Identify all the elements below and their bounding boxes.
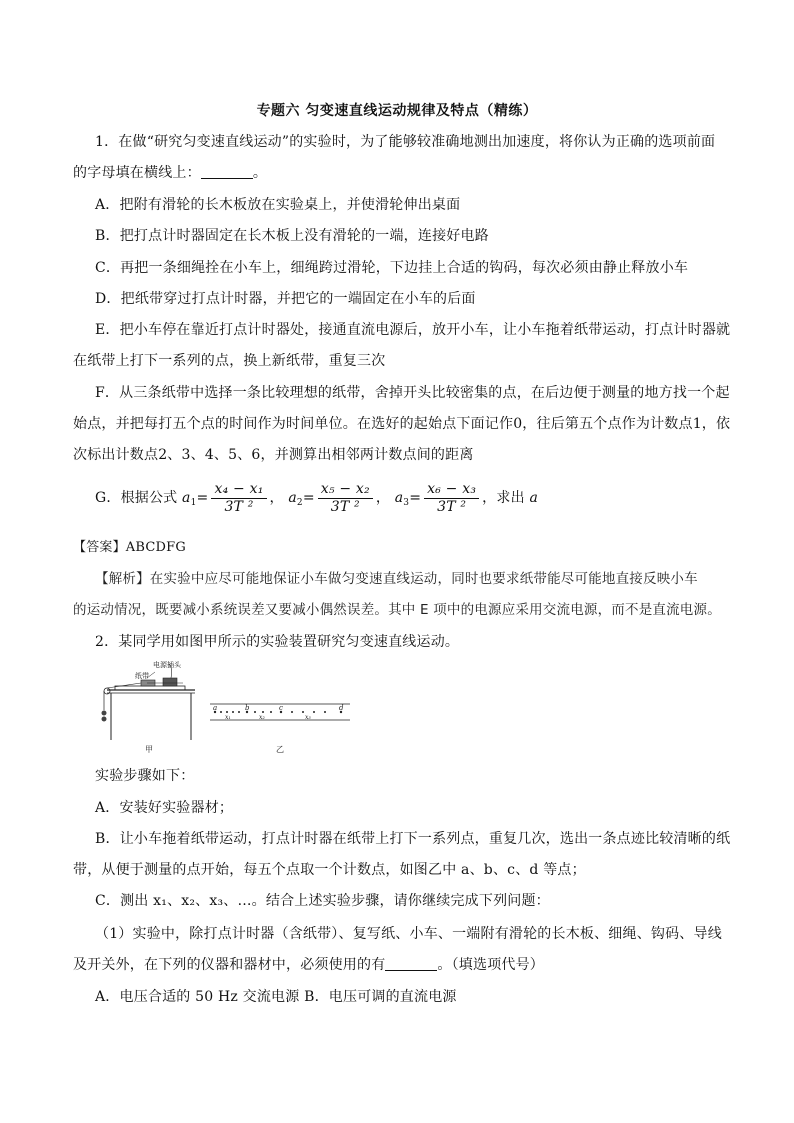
- q1-option-c: C．再把一条细绳拴在小车上，细绳跨过滑轮，下边挂上合适的钩码，每次必须由静止释放小车: [95, 260, 689, 276]
- fraction-denominator: 3T ²: [330, 498, 360, 515]
- fraction-a3: [424, 481, 479, 516]
- q1-option-e-line2: 在纸带上打下一系列的点，换上新纸带，重复三次: [73, 353, 386, 369]
- point-b: b: [245, 704, 250, 712]
- q1-stem-line1: 1．在做“研究匀变速直线运动”的实验时，为了能够较准确地测出加速度，将你认为正确的选项前面: [95, 134, 716, 150]
- label-tape: 纸带: [135, 672, 149, 680]
- q2-sub1-line2: [73, 955, 544, 975]
- segment-x2: x₂: [259, 714, 265, 721]
- q2-stem: 2．某同学用如图甲所示的实验装置研究匀变速直线运动。: [95, 634, 460, 650]
- fraction-denominator: 3T ²: [224, 498, 254, 515]
- sub-1: 1: [190, 498, 197, 508]
- q1-stem-text: 的字母填在横线上：: [73, 165, 201, 181]
- fraction-numerator: x₅ − x₂: [318, 481, 373, 499]
- fraction-a1: [211, 481, 266, 516]
- point-c: c: [279, 704, 283, 712]
- segment-x1: x₁: [225, 714, 231, 721]
- sub-2: 2: [296, 498, 303, 508]
- q2-sub1-end: 。（填选项代号）: [437, 957, 545, 973]
- apparatus-diagram: [102, 660, 196, 753]
- q2-options-ab: A．电压合适的 50 Hz 交流电源 B．电压可调的直流电源: [95, 989, 457, 1005]
- q2-step-a: A．安装好实验器材；: [95, 800, 234, 816]
- answer-blank: [201, 164, 253, 179]
- experiment-figure: [95, 658, 355, 753]
- q1-option-a: A．把附有滑轮的长木板放在实验桌上，并使滑轮伸出桌面: [95, 197, 461, 213]
- q1-option-f-line3: 次标出计数点2、3、4、5、6，并测算出相邻两计数点间的距离: [73, 447, 474, 463]
- q1-option-d: D．把纸带穿过打点计时器，并把它的一端固定在小车的后面: [95, 291, 476, 307]
- analysis-line1: 【解析】在实验中应尽可能地保证小车做匀变速直线运动，同时也要求纸带能尽可能地直接反映小车: [95, 571, 698, 587]
- var-a: a: [529, 490, 538, 506]
- label-power-plug: 电源插头: [153, 661, 181, 669]
- fraction-numerator: x₄ − x₁: [211, 481, 266, 499]
- var-a1: a: [182, 490, 191, 506]
- fraction-denominator: 3T ²: [437, 498, 467, 515]
- q1-stem-end: 。: [252, 165, 268, 181]
- answer-blank: [385, 956, 437, 971]
- q1-option-f-line2: 始点，并把每打五个点的时间作为时间单位。在选好的起始点下面记作0，往后第五个点作为计数点1，依: [73, 416, 731, 432]
- segment-x3: x₃: [305, 714, 311, 721]
- q2-sub1-line1: （1）实验中，除打点计时器（含纸带）、复写纸、小车、一端附有滑轮的长木板、细绳、钩码、导线: [95, 926, 722, 942]
- point-d: d: [339, 704, 344, 712]
- tape-diagram: [210, 704, 350, 753]
- q2-steps-title: 实验步骤如下：: [95, 768, 195, 784]
- answer-line: 【答案】ABCDFG: [73, 540, 186, 555]
- label-yi: 乙: [276, 745, 284, 753]
- q1-option-f-line1: F．从三条纸带中选择一条比较理想的纸带，舍掉开头比较密集的点，在后边便于测量的地方找一个起: [95, 385, 730, 401]
- var-a3: a: [394, 490, 404, 506]
- q2-sub1-text: 及开关外，在下列的仪器和器材中，必须使用的有: [73, 957, 386, 973]
- q2-step-c: C．测出 x₁、x₂、x₃、…。结合上述实验步骤，请你继续完成下列问题：: [95, 893, 550, 909]
- formula-prefix: G．根据公式: [95, 490, 178, 506]
- q1-option-b: B．把打点计时器固定在长木板上没有滑轮的一端，连接好电路: [95, 228, 489, 244]
- var-a2: a: [288, 490, 297, 506]
- fraction-numerator: x₆ − x₃: [424, 481, 479, 499]
- sub-3: 3: [403, 498, 410, 508]
- fraction-a2: [318, 481, 373, 516]
- q1-stem-line2: [73, 163, 267, 183]
- q2-step-b-line2: 带，从便于测量的点开始，每五个点取一个计数点，如图乙中 a、b、c、d 等点；: [73, 862, 586, 878]
- label-jia: 甲: [145, 745, 153, 753]
- q1-option-e-line1: E．把小车停在靠近打点计时器处，接通直流电源后，放开小车，让小车拖着纸带运动，打点计时器就: [95, 322, 731, 338]
- q2-step-b-line1: B．让小车拖着纸带运动，打点计时器在纸带上打下一系列点，重复几次，选出一条点迹比较清晰的纸: [95, 831, 731, 847]
- q1-option-g: G．根据公式 $a_1=$ $\frac{\text{x₄ − x₁}}{\text{3T ²}}$ ， $a_2=$ $\frac{\text{x₅ − x₂}}{\text{3T ²}}$ ， $a_3=$ $\frac{\text{x₆ − x₃}}{\text{3T ²}}$ ，求出 a: [95, 480, 538, 515]
- analysis-line2: 的运动情况，既要减小系统误差又要减小偶然误差。其中 E 项中的电源应采用交流电源，而不是直流电源。: [73, 602, 721, 618]
- formula-suffix: ，求出: [482, 490, 525, 506]
- page-title: 专题六 匀变速直线运动规律及特点（精练）: [256, 103, 538, 119]
- point-a: a: [213, 704, 218, 712]
